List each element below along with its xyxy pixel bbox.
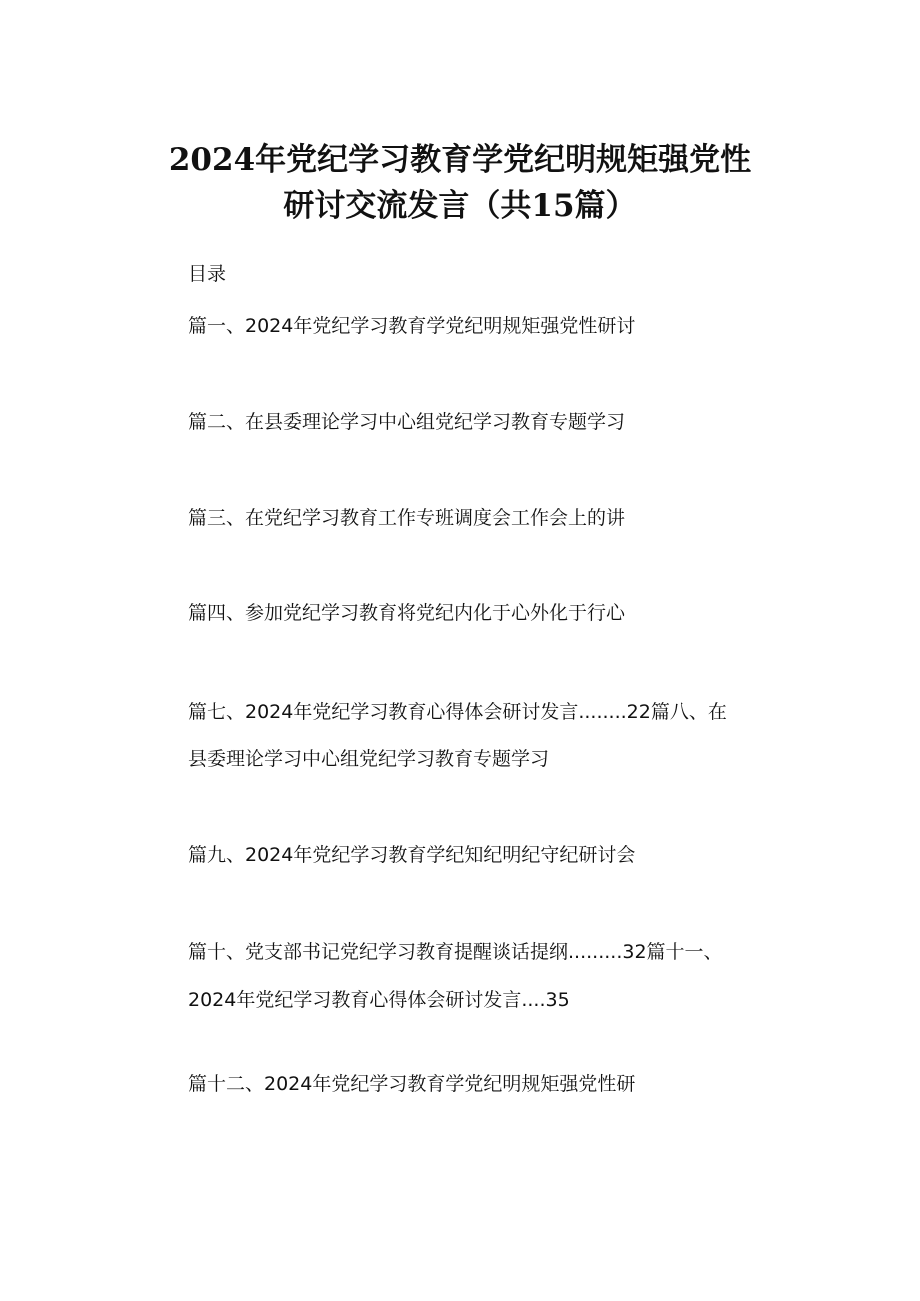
toc-entry-9[interactable]: 篇九、2024年党纪学习教育学纪知纪明纪守纪研讨会 bbox=[188, 844, 636, 866]
toc-entry-7-8[interactable]: 篇七、2024年党纪学习教育心得体会研讨发言........22篇八、在 bbox=[188, 701, 727, 723]
toc-entry-8-continued[interactable]: 县委理论学习中心组党纪学习教育专题学习 bbox=[188, 748, 550, 770]
toc-heading: 目录 bbox=[188, 263, 227, 285]
toc-entry-1[interactable]: 篇一、2024年党纪学习教育学党纪明规矩强党性研讨 bbox=[188, 315, 636, 337]
toc-entry-12[interactable]: 篇十二、2024年党纪学习教育学党纪明规矩强党性研 bbox=[188, 1073, 636, 1095]
toc-entry-2[interactable]: 篇二、在县委理论学习中心组党纪学习教育专题学习 bbox=[188, 411, 626, 433]
toc-entry-3[interactable]: 篇三、在党纪学习教育工作专班调度会工作会上的讲 bbox=[188, 507, 626, 529]
toc-entry-10-11[interactable]: 篇十、党支部书记党纪学习教育提醒谈话提纲.........32篇十一、 bbox=[188, 941, 723, 963]
document-title-line2: 研讨交流发言（共15篇） bbox=[283, 188, 637, 224]
toc-entry-4[interactable]: 篇四、参加党纪学习教育将党纪内化于心外化于行心 bbox=[188, 602, 626, 624]
document-title-line1: 2024年党纪学习教育学党纪明规矩强党性 bbox=[168, 142, 752, 178]
toc-entry-11-continued[interactable]: 2024年党纪学习教育心得体会研讨发言....35 bbox=[188, 989, 570, 1011]
